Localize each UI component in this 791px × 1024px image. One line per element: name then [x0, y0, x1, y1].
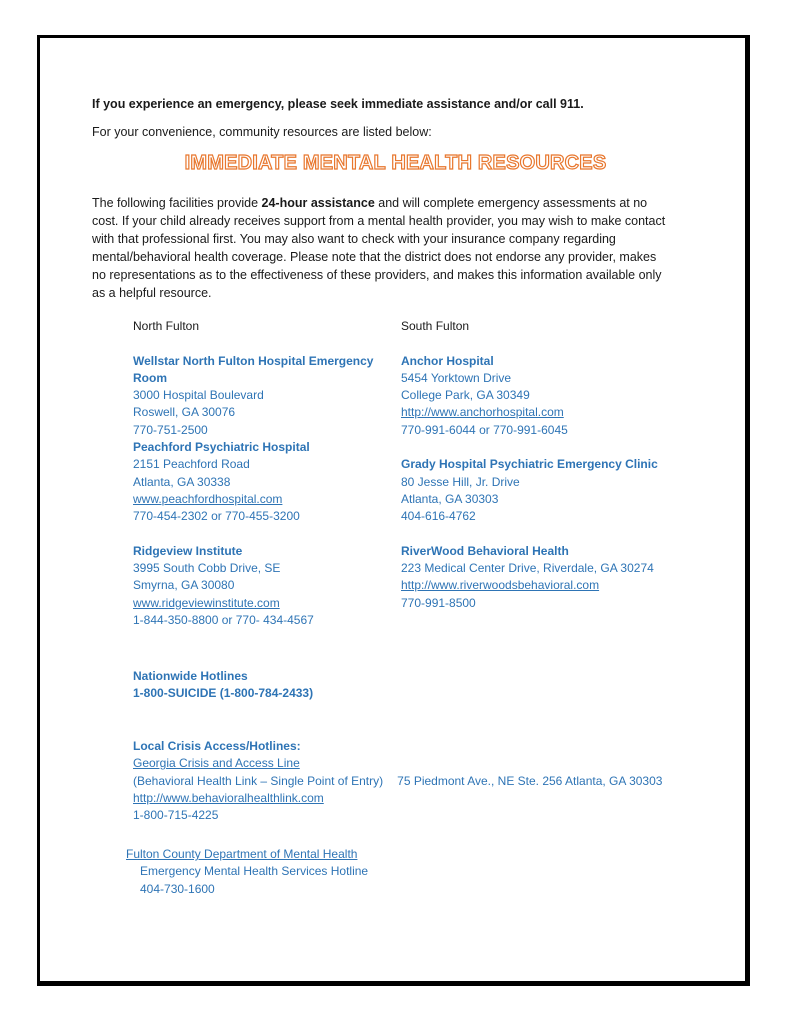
anchor-link[interactable]: http://www.anchorhospital.com [401, 405, 564, 420]
riverwood-street: 223 Medical Center Drive, Riverdale, GA 30274 [401, 561, 654, 576]
anchor-phone: 770-991-6044 or 770-991-6045 [401, 422, 568, 437]
intro-line: no representations as to the effectiveness of these providers, and makes this information available only [92, 268, 662, 282]
grady-street: 80 Jesse Hill, Jr. Drive [401, 474, 520, 489]
peachford-street: 2151 Peachford Road [133, 457, 250, 472]
local-crisis-title: Local Crisis Access/Hotlines: [133, 739, 301, 753]
ridgeview-name: Ridgeview Institute [133, 543, 243, 558]
wellstar-name: Wellstar North Fulton Hospital Emergency [133, 353, 374, 368]
ridgeview-phone: 1-844-350-8800 or 770- 434-4567 [133, 613, 314, 628]
georgia-crisis-line[interactable]: Georgia Crisis and Access Line [133, 756, 300, 771]
behavioral-health-link[interactable]: http://www.behavioralhealthlink.com [133, 790, 324, 805]
wellstar-name-cont: Room [133, 370, 167, 385]
intro-line: mental/behavioral health coverage. Please note that the district does not endorse any provider, makes [92, 250, 657, 264]
peachford-city: Atlanta, GA 30338 [133, 474, 231, 489]
intro-paragraph [92, 194, 665, 302]
intro-bold-text: 24-hour assistance [261, 196, 375, 210]
grady-city: Atlanta, GA 30303 [401, 491, 499, 506]
local-crisis-section [133, 738, 662, 824]
wellstar-street: 3000 Hospital Boulevard [133, 388, 264, 403]
intro-line: with that professional first. You may also want to check with your insurance company regarding [92, 232, 616, 246]
nationwide-title: Nationwide Hotlines [133, 669, 248, 683]
fulton-county-link[interactable]: Fulton County Department of Mental Health [126, 847, 358, 861]
grady-phone: 404-616-4762 [401, 509, 476, 524]
ridgeview-city: Smyrna, GA 30080 [133, 578, 235, 593]
convenience-note: For your convenience, community resources are listed below: [92, 125, 432, 139]
nationwide-hotlines [133, 668, 313, 703]
wellstar-phone: 770-751-2500 [133, 422, 208, 437]
south-fulton-label: South Fulton [401, 319, 470, 333]
anchor-name: Anchor Hospital [401, 353, 494, 368]
south-fulton-column [401, 318, 658, 612]
nationwide-number: 1-800-SUICIDE (1-800-784-2433) [133, 686, 314, 701]
riverwood-link[interactable]: http://www.riverwoodsbehavioral.com [401, 578, 600, 593]
intro-text: The following facilities provide [92, 196, 262, 210]
georgia-crisis-address: 75 Piedmont Ave., NE Ste. 256 Atlanta, GA 30303 [397, 773, 663, 788]
anchor-city: College Park, GA 30349 [401, 388, 530, 403]
riverwood-phone: 770-991-8500 [401, 595, 476, 610]
peachford-phone: 770-454-2302 or 770-455-3200 [133, 509, 300, 524]
grady-name: Grady Hospital Psychiatric Emergency Clinic [401, 457, 658, 472]
georgia-crisis-desc [133, 773, 662, 790]
emergency-notice: If you experience an emergency, please seek immediate assistance and/or call 911. [92, 97, 584, 111]
riverwood-name: RiverWood Behavioral Health [401, 543, 569, 558]
intro-line: cost. If your child already receives support from a mental health provider, you may wish to make contact [92, 214, 666, 228]
peachford-link[interactable]: www.peachfordhospital.com [133, 491, 283, 506]
georgia-crisis-desc-text: (Behavioral Health Link – Single Point of Entry) [133, 773, 384, 788]
page-title: IMMEDIATE MENTAL HEALTH RESOURCES [184, 152, 607, 174]
intro-line [92, 194, 665, 212]
intro-line: as a helpful resource. [92, 286, 212, 300]
north-fulton-label: North Fulton [133, 319, 200, 333]
intro-text: and will complete emergency assessments at no [374, 196, 648, 210]
ridgeview-street: 3995 South Cobb Drive, SE [133, 561, 281, 576]
georgia-crisis-phone: 1-800-715-4225 [133, 808, 219, 823]
ridgeview-link[interactable]: www.ridgeviewinstitute.com [133, 595, 280, 610]
fulton-county-phone: 404-730-1600 [140, 881, 215, 896]
peachford-name: Peachford Psychiatric Hospital [133, 440, 310, 455]
fulton-county-section [126, 846, 368, 898]
north-fulton-column [133, 318, 373, 629]
fulton-county-service: Emergency Mental Health Services Hotline [140, 864, 369, 879]
wellstar-city: Roswell, GA 30076 [133, 405, 236, 420]
anchor-street: 5454 Yorktown Drive [401, 370, 512, 385]
